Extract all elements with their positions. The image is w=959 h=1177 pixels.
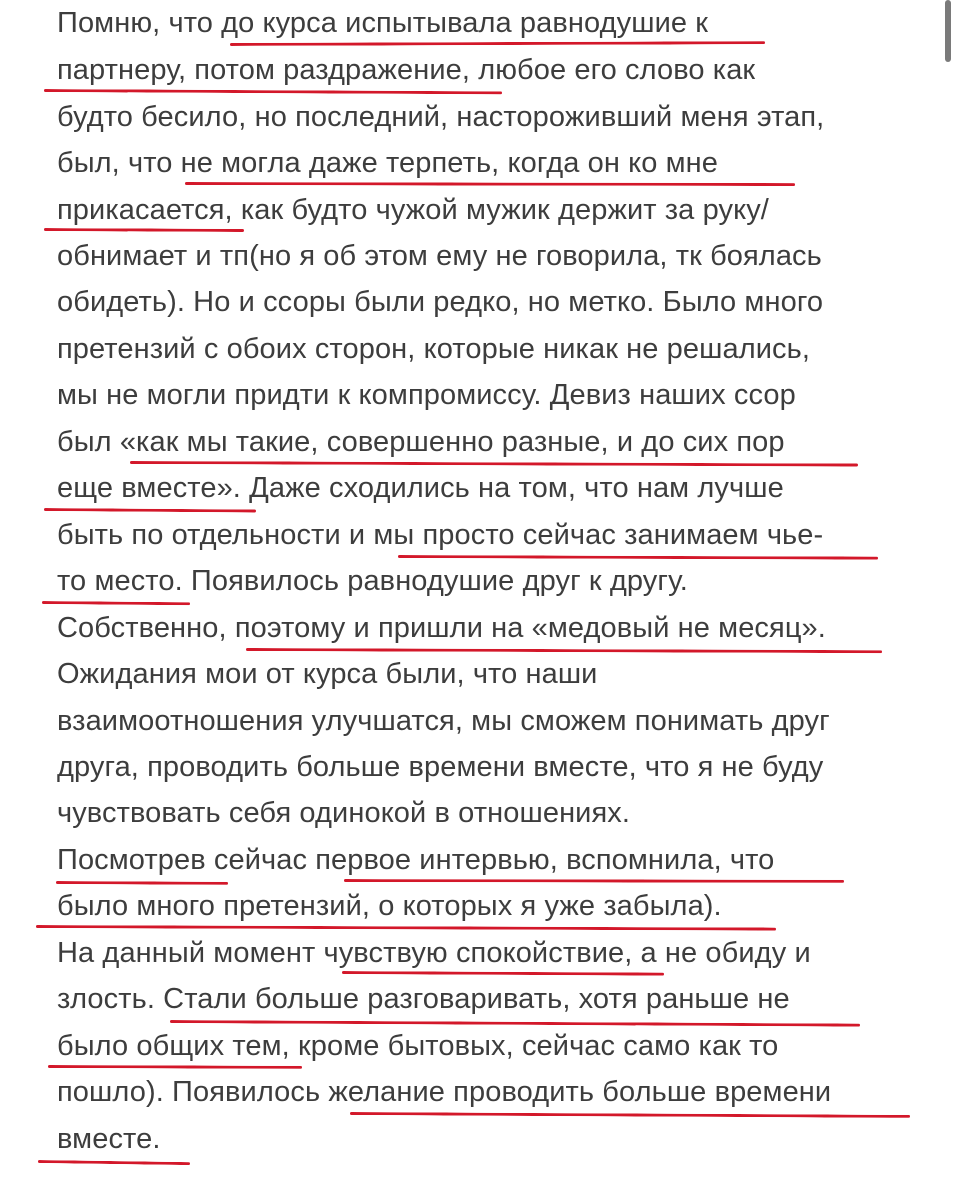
- text-line-21: На данный момент чувствую спокойствие, а не обиду и: [57, 937, 811, 969]
- underline-mark: [398, 555, 878, 560]
- underline-mark: [44, 89, 502, 94]
- text-line-19: Посмотрев сейчас первое интервью, вспомнила, что: [57, 844, 775, 876]
- underline-mark: [350, 1112, 910, 1118]
- text-line-3: будто бесило, но последний, насторoживший меня этап,: [57, 101, 825, 133]
- scrollbar-thumb[interactable]: [945, 0, 951, 62]
- underline-mark: [44, 228, 244, 232]
- text-line-25: вместе.: [57, 1123, 161, 1155]
- underline-mark: [42, 601, 190, 605]
- underline-mark: [130, 461, 858, 467]
- text-line-16: взаимоотношения улучшатся, мы сможем понимать друг: [57, 705, 830, 737]
- text-line-6: обнимает и тп(но я об этом ему не говорила, тк боялась: [57, 240, 822, 272]
- text-line-7: обидеть). Но и ссоры были редко, но метко. Было много: [57, 286, 824, 318]
- underline-mark: [170, 1020, 860, 1027]
- text-line-23: было общих тем, кроме бытовых, сейчас само как то: [57, 1030, 779, 1062]
- text-line-4: был, что не могла даже терпеть, когда он ко мне: [57, 147, 718, 179]
- text-line-13: то место. Появилось равнодушие друг к другу.: [57, 565, 688, 597]
- text-line-11: еще вместе». Даже сходились на том, что нам лучше: [57, 472, 784, 504]
- underline-mark: [230, 41, 765, 46]
- underline-mark: [246, 648, 882, 653]
- underline-mark: [56, 881, 228, 885]
- text-line-8: претензий с обоих сторон, которые никак не решались,: [57, 333, 810, 365]
- text-line-24: пошло). Появилось желание проводить больше времени: [57, 1076, 832, 1108]
- underline-mark: [44, 508, 256, 512]
- text-line-2: партнеру, потом раздражение, любое его слово как: [57, 54, 756, 86]
- text-line-5: прикасается, как будто чужой мужик держит за руку/: [57, 194, 769, 226]
- underline-mark: [48, 1065, 302, 1069]
- text-line-22: злость. Стали больше разговаривать, хотя раньше не: [57, 983, 790, 1015]
- underline-mark: [185, 182, 795, 186]
- text-line-20: было много претензий, о которых я уже забыла).: [57, 890, 722, 922]
- text-line-9: мы не могли придти к компромиссу. Девиз наших ссор: [57, 379, 796, 411]
- text-line-12: быть по отдельности и мы просто сейчас занимаем чье-: [57, 519, 824, 551]
- text-line-17: друга, проводить больше времени вместе, что я не буду: [57, 751, 824, 783]
- text-line-15: Ожидания мои от курса были, что наши: [57, 658, 598, 690]
- text-line-10: был «как мы такие, совершенно разные, и до сих пор: [57, 426, 785, 458]
- underline-mark: [342, 971, 664, 976]
- underline-mark: [344, 879, 844, 883]
- text-line-14: Собственно, поэтому и пришли на «медовый не месяц».: [57, 612, 826, 644]
- text-line-18: чувствовать себя одинокой в отношениях.: [57, 797, 631, 829]
- underline-mark: [36, 925, 776, 931]
- underline-mark: [38, 1160, 190, 1165]
- text-line-1: Помню, что до курса испытывала равнодушие к: [57, 7, 709, 39]
